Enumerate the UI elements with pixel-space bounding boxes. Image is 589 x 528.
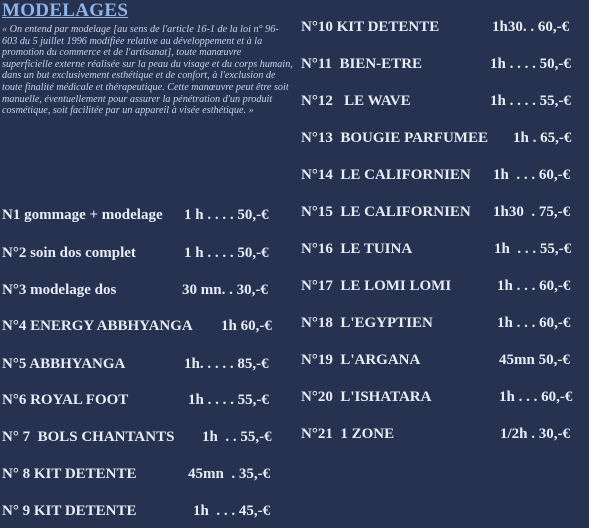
price-item: [301, 352, 570, 369]
price-item: [301, 204, 571, 221]
price-item: [2, 245, 269, 262]
price-item: [301, 167, 571, 184]
price-item: [301, 130, 572, 147]
item-label: N° 7 BOLS CHANTANTS: [2, 429, 175, 445]
price-item: [301, 315, 571, 332]
item-label: N°2 soin dos complet: [2, 245, 136, 261]
price-item: [2, 356, 269, 373]
price-item: [2, 392, 269, 409]
item-price: 1h . . . 55,-€: [494, 241, 572, 257]
item-price: 1h . . 55,-€: [202, 429, 272, 445]
item-label: N°6 ROYAL FOOT: [2, 392, 129, 408]
price-item: [301, 56, 571, 73]
price-item: [301, 426, 571, 443]
page-title: MODELAGES: [2, 0, 129, 21]
item-price: 1/2h . 30,-€: [500, 426, 571, 442]
item-price: 1h30. . 60,-€: [492, 19, 570, 35]
item-label: N°20 L'ISHATARA: [301, 389, 432, 405]
item-label: N° 8 KIT DETENTE: [2, 466, 137, 482]
item-price: 1h . . . . 55,-€: [188, 392, 269, 408]
price-item: [301, 278, 571, 295]
price-item: [2, 207, 269, 224]
item-label: N°18 L'EGYPTIEN: [301, 315, 433, 331]
item-label: N°3 modelage dos: [2, 282, 117, 298]
item-price: 1 h . . . . 50,-€: [184, 207, 269, 223]
item-label: N°13 BOUGIE PARFUMEE: [301, 130, 488, 146]
price-item: [301, 389, 573, 406]
item-label: N°10 KIT DETENTE: [301, 19, 440, 35]
item-price: 1h . . . 45,-€: [193, 503, 271, 519]
item-label: N°5 ABBHYANGA: [2, 356, 126, 372]
item-label: N1 gommage + modelage: [2, 207, 163, 223]
item-price: 1 h . . . . 50,-€: [184, 245, 269, 261]
item-label: N°4 ENERGY ABBHYANGA: [2, 318, 193, 334]
price-item: [301, 93, 571, 110]
price-item: [2, 503, 271, 520]
price-item: [2, 318, 272, 335]
item-price: 1h 60,-€: [221, 318, 272, 334]
item-label: N°14 LE CALIFORNIEN: [301, 167, 471, 183]
item-price: 1h . . . 60,-€: [497, 278, 571, 294]
item-price: 45mn 50,-€: [499, 352, 570, 368]
item-price: 1h . . . 60,-€: [493, 167, 571, 183]
price-item: [2, 466, 271, 483]
item-price: 1h . . . 60,-€: [499, 389, 573, 405]
item-label: N°17 LE LOMI LOMI: [301, 278, 452, 294]
item-label: N°19 L'ARGANA: [301, 352, 421, 368]
item-label: N°15 LE CALIFORNIEN: [301, 204, 471, 220]
item-price: 1h . . . 60,-€: [497, 315, 571, 331]
price-item: [2, 429, 272, 446]
item-price: 45mn . 35,-€: [188, 466, 271, 482]
item-label: N°21 1 ZONE: [301, 426, 395, 442]
item-label: N°16 LE TUINA: [301, 241, 413, 257]
item-price: 1h30 . 75,-€: [493, 204, 571, 220]
item-label: N° 9 KIT DETENTE: [2, 503, 137, 519]
item-price: 1h. . . . . 85,-€: [184, 356, 269, 372]
item-price: 30 mn. . 30,-€: [182, 282, 268, 298]
price-item: [301, 19, 570, 36]
item-label: N°11 BIEN-ETRE: [301, 56, 423, 72]
item-price: 1h . . . . 55,-€: [490, 93, 571, 109]
legal-note: « On entend par modelage [au sens de l'article 16-1 de la loi n° 96-603 du 5 juillet 1996 modifiée relative au développement et à la promotion du commerce et de l'artisanat], toute manœuvre superficielle externe réalisée sur la peau du visage et du corps humain, dans un but exclusivement esthétique et de confort, à l'exclusion de toute finalité médicale et thérapeutique. Cette manœuvre peut être soit manuelle, éventuellement pour assurer la pénétration d'un produit cosmétique, soit facilitée par un appareil à visée esthétique. »: [2, 24, 293, 117]
item-price: 1h . . . . 50,-€: [490, 56, 571, 72]
item-label: N°12 LE WAVE: [301, 93, 411, 109]
item-price: 1h . 65,-€: [513, 130, 572, 146]
price-item: [301, 241, 572, 258]
price-item: [2, 282, 268, 299]
